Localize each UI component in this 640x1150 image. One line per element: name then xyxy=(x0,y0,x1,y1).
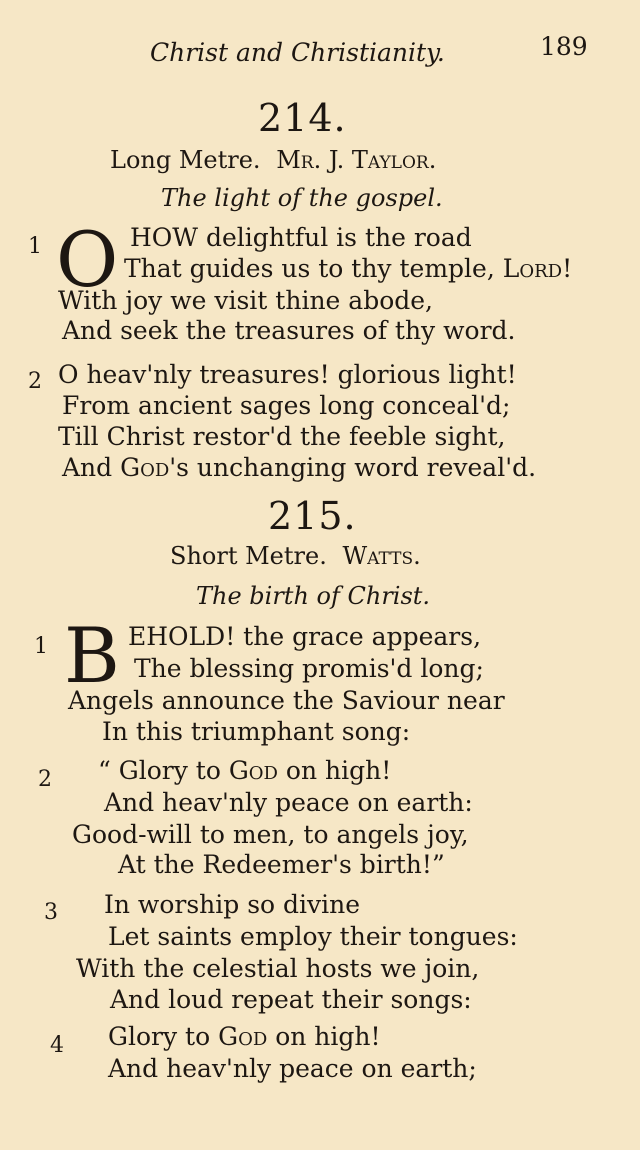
small-caps-word: God xyxy=(228,756,278,785)
small-caps-word: God xyxy=(218,1022,268,1051)
line-text: ! xyxy=(562,254,573,283)
line-text: “ Glory to xyxy=(98,756,229,785)
line-text: And xyxy=(62,453,121,482)
hymn-214-number: 214. xyxy=(258,96,347,140)
hymn-215-verse-3-line-1: In worship so divine xyxy=(104,890,361,919)
hymn-214-verse-1-line-3: With joy we visit thine abode, xyxy=(58,286,433,315)
hymn-215-verse-2-line-4: At the Redeemer's birth!” xyxy=(118,850,445,879)
hymn-215-metre-line xyxy=(170,542,421,570)
hymn-215-verse-1-number: 1 xyxy=(34,634,48,659)
hymn-214-drop-cap: O xyxy=(56,215,119,304)
hymn-214-verse-2-line-2: From ancient sages long conceal'd; xyxy=(62,391,511,420)
hymn-214-metre-line xyxy=(110,146,436,174)
hymn-215-verse-2-line-2: And heav'nly peace on earth: xyxy=(104,788,473,817)
hymn-215-verse-2-line-1 xyxy=(98,756,391,785)
hymn-215-drop-cap: B xyxy=(64,611,120,700)
line-text: on high! xyxy=(277,756,392,785)
line-text: 's unchanging word reveal'd. xyxy=(169,453,537,482)
hymn-215-verse-1-line-4: In this triumphant song: xyxy=(102,717,411,746)
hymn-215-subtitle: The birth of Christ. xyxy=(196,582,431,610)
hymn-214-author: Mr. J. Taylor. xyxy=(276,146,437,174)
small-caps-word: God xyxy=(120,453,170,482)
hymn-215-verse-4-number: 4 xyxy=(50,1033,64,1058)
hymn-214-verse-1-line-4: And seek the treasures of thy word. xyxy=(62,316,516,345)
page-number: 189 xyxy=(540,32,588,61)
hymn-214-verse-2-line-4 xyxy=(62,453,536,482)
hymn-215-verse-4-line-1 xyxy=(108,1022,381,1051)
hymn-215-metre: Short Metre. xyxy=(170,542,327,570)
small-caps-word: Lord xyxy=(502,254,563,283)
line-text: on high! xyxy=(267,1022,381,1051)
hymn-215-verse-4-line-2: And heav'nly peace on earth; xyxy=(108,1054,477,1083)
hymn-214-verse-2-line-3: Till Christ restor'd the feeble sight, xyxy=(58,422,506,451)
running-header-title: Christ and Christianity. xyxy=(150,38,445,67)
hymn-215-verse-3-line-4: And loud repeat their songs: xyxy=(110,985,472,1014)
hymn-215-number: 215. xyxy=(268,494,357,538)
hymn-215-verse-1-line-3: Angels announce the Saviour near xyxy=(68,686,505,715)
line-text: Glory to xyxy=(108,1022,219,1051)
hymn-214-verse-1-number: 1 xyxy=(28,234,42,259)
hymn-215-verse-1-line-1: EHOLD! the grace appears, xyxy=(128,622,482,651)
hymn-214-verse-1-line-2 xyxy=(124,254,572,283)
hymn-215-verse-3-number: 3 xyxy=(44,900,58,925)
hymn-214-verse-1-line-1: HOW delightful is the road xyxy=(130,223,472,252)
hymn-215-verse-3-line-2: Let saints employ their tongues: xyxy=(108,922,518,951)
line-text: That guides us to thy temple, xyxy=(124,254,503,283)
hymn-214-verse-2-number: 2 xyxy=(28,369,42,394)
hymn-214-verse-2-line-1: O heav'nly treasures! glorious light! xyxy=(58,360,517,389)
hymn-215-verse-3-line-3: With the celestial hosts we join, xyxy=(76,954,480,983)
hymn-215-verse-1-line-2: The blessing promis'd long; xyxy=(134,654,484,683)
hymn-215-verse-2-number: 2 xyxy=(38,767,52,792)
hymn-214-subtitle: The light of the gospel. xyxy=(161,184,443,212)
hymn-214-metre: Long Metre. xyxy=(110,146,261,174)
hymn-215-verse-2-line-3: Good-will to men, to angels joy, xyxy=(72,820,469,849)
hymn-215-author: Watts. xyxy=(342,542,421,570)
